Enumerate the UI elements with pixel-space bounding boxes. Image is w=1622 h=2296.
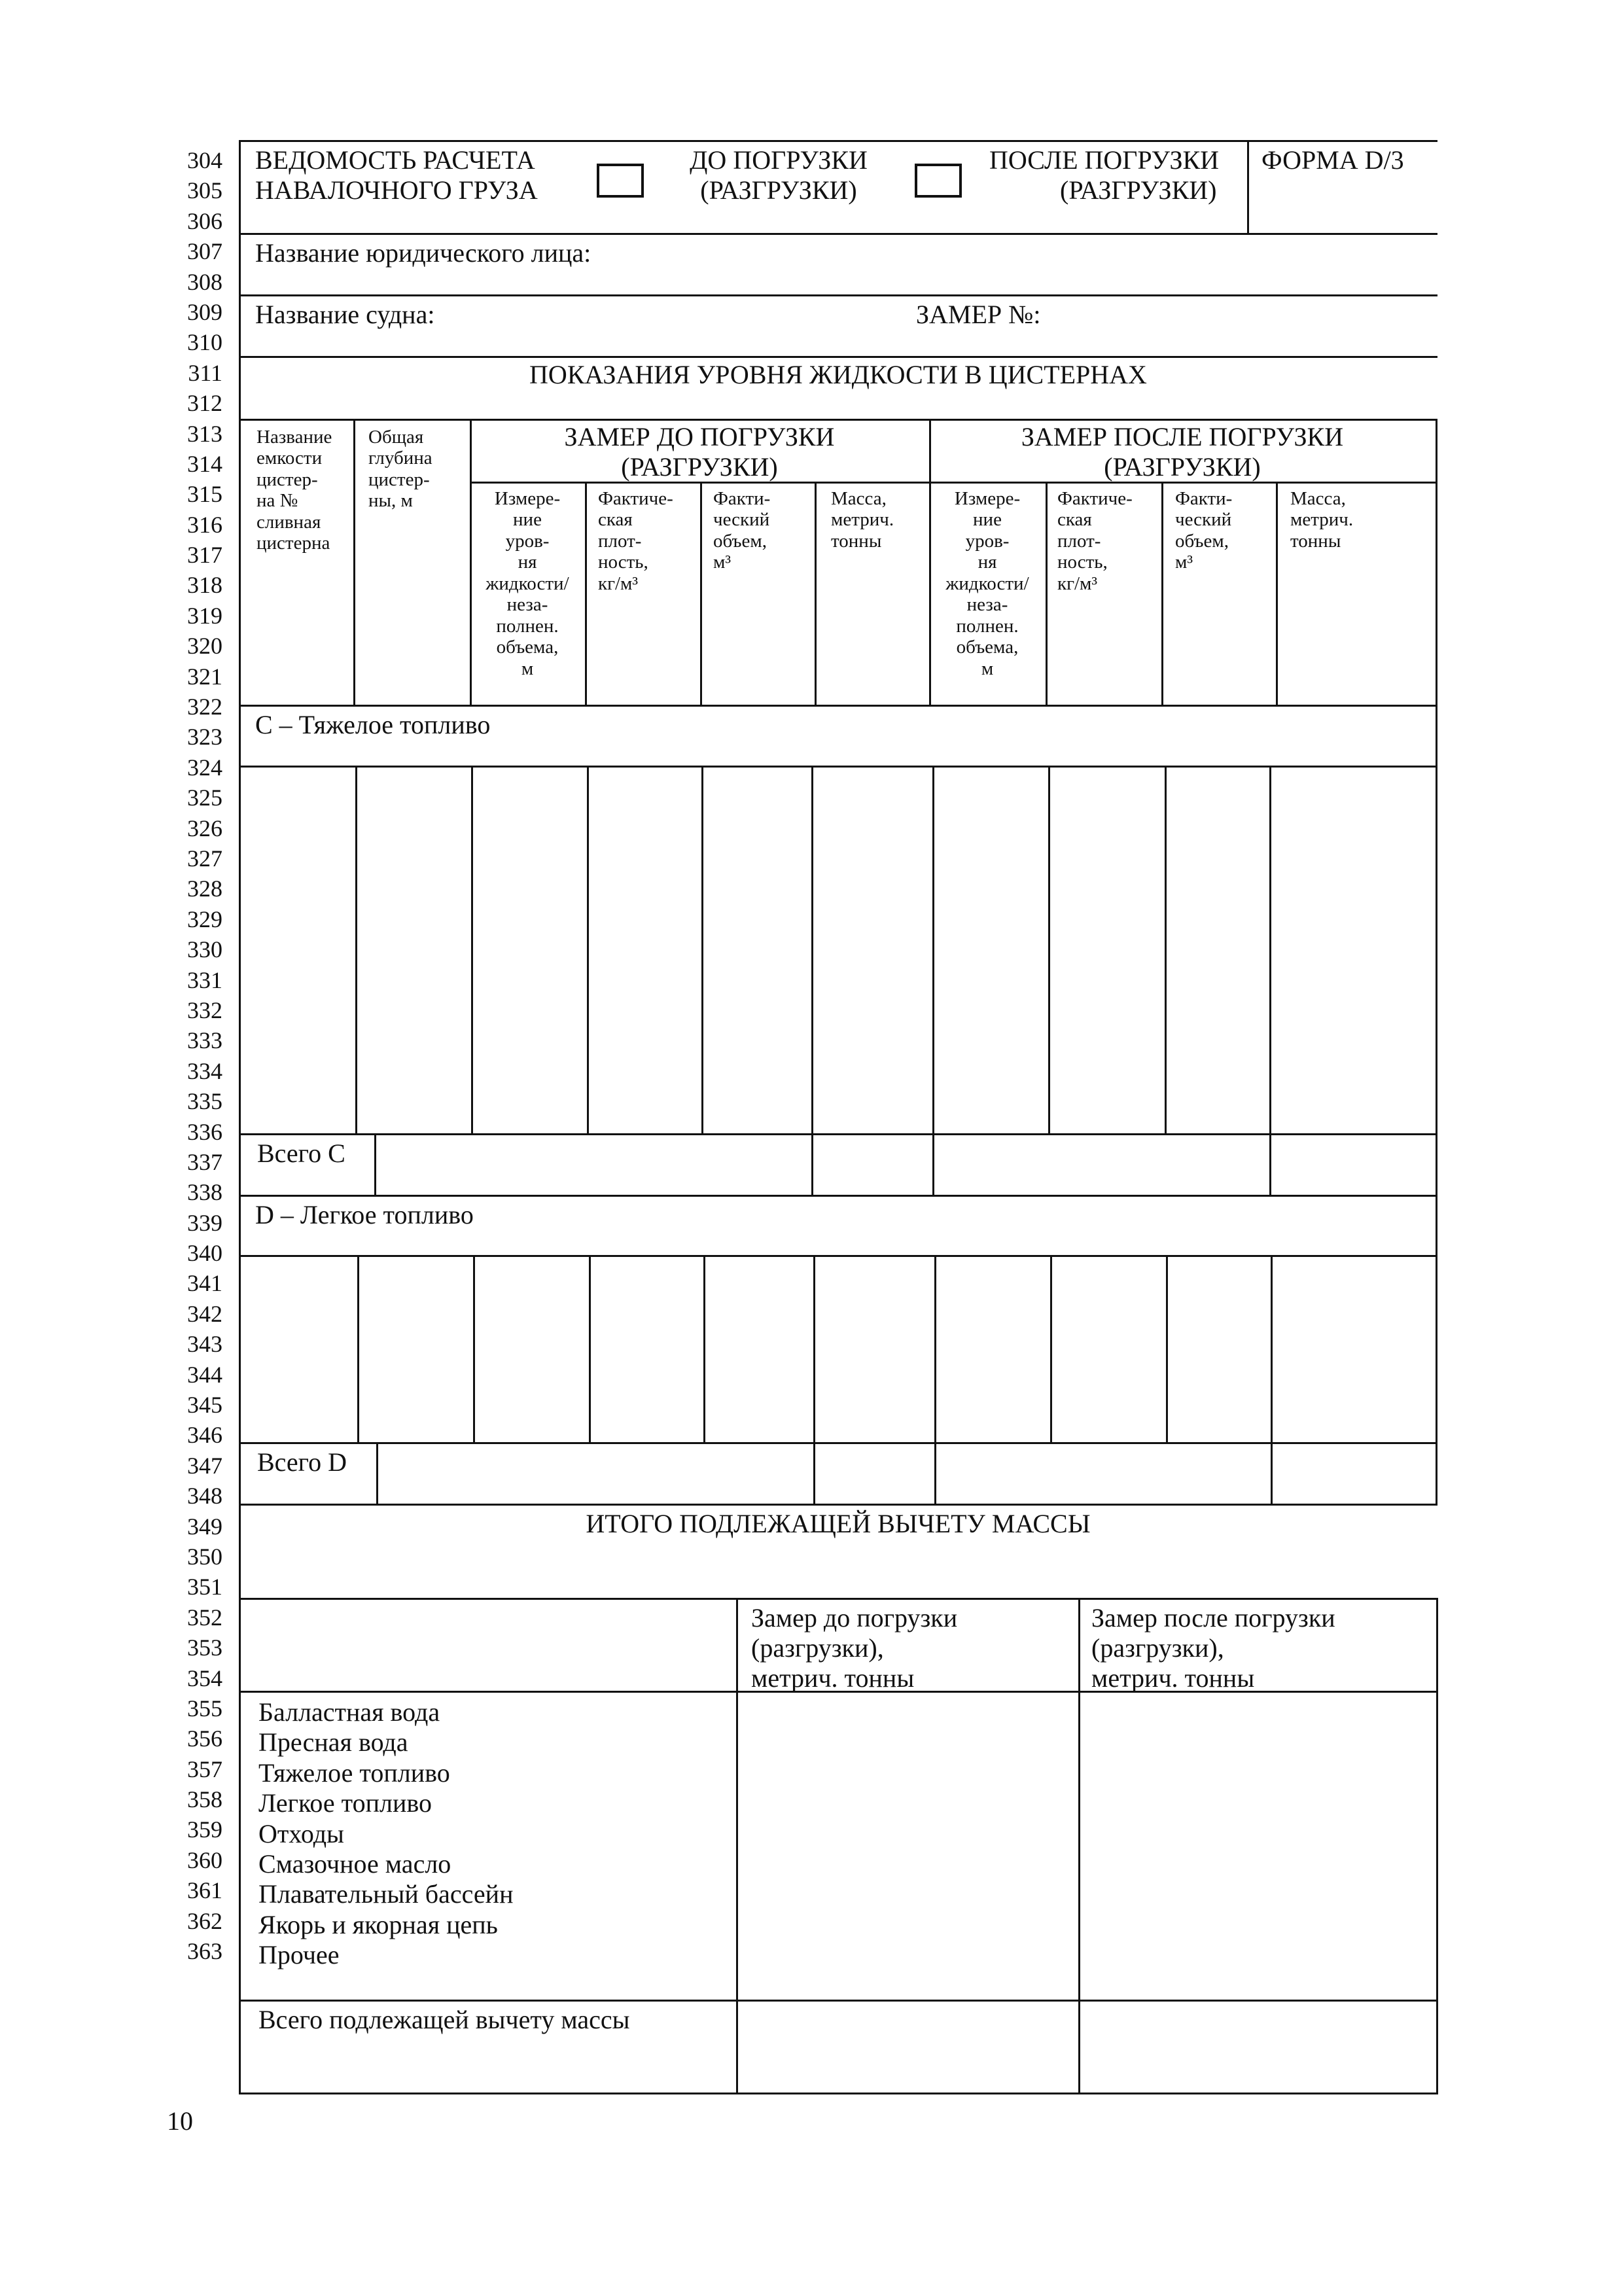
before-loading-label-1: ДО ПОГРУЗКИ bbox=[690, 145, 868, 175]
line-number: 348 bbox=[187, 1483, 222, 1510]
text-line: Измере- bbox=[954, 488, 1021, 509]
col-line bbox=[353, 419, 355, 705]
legal-entity-row-border bbox=[239, 294, 1437, 296]
text-line: Фактиче- bbox=[598, 488, 673, 509]
text-line: емкости bbox=[256, 448, 323, 469]
line-number: 318 bbox=[187, 572, 222, 599]
text-line: цистер- bbox=[368, 468, 430, 490]
text-line: ская bbox=[598, 509, 633, 531]
line-number: 310 bbox=[187, 329, 222, 356]
text-line: уров- bbox=[505, 530, 550, 552]
text-line: (разгрузки), bbox=[751, 1633, 884, 1663]
section-c-total-bottom bbox=[239, 1195, 1437, 1197]
tank-table-right bbox=[1436, 419, 1437, 1505]
col-line bbox=[1269, 766, 1271, 1133]
text-line: Факти- bbox=[1175, 488, 1233, 509]
text-line: ние bbox=[513, 509, 542, 531]
section-c-title: С – Тяжелое топливо bbox=[255, 710, 491, 739]
text-line: м bbox=[521, 658, 534, 679]
deduct-table-right bbox=[1436, 1598, 1438, 2094]
text-line: объем, bbox=[713, 530, 767, 552]
col-line bbox=[473, 1255, 475, 1442]
text-line: ны, м bbox=[368, 490, 413, 512]
col-line bbox=[1048, 766, 1050, 1133]
before-loading-label-2: (РАЗГРУЗКИ) bbox=[700, 175, 857, 205]
line-number: 314 bbox=[187, 450, 222, 477]
text-line: неза- bbox=[506, 594, 548, 616]
subheader-level-after bbox=[929, 488, 1046, 679]
text-line: ность, bbox=[1057, 552, 1108, 573]
text-line: (РАЗГРУЗКИ) bbox=[621, 452, 778, 482]
text-line: Якорь и якорная цепь bbox=[258, 1909, 498, 1939]
text-line: полнен. bbox=[496, 615, 559, 637]
subheader-density-after bbox=[1057, 488, 1133, 594]
line-number: 333 bbox=[187, 1027, 222, 1054]
text-line: плот- bbox=[598, 530, 642, 552]
section-d-title-bottom bbox=[239, 1255, 1437, 1257]
deduct-table-top bbox=[241, 1598, 1438, 1600]
after-loading-label-2: (РАЗГРУЗКИ) bbox=[1060, 175, 1217, 205]
tank-table-top bbox=[239, 419, 1437, 421]
line-number: 328 bbox=[187, 875, 222, 902]
text-line: Легкое топливо bbox=[258, 1788, 432, 1818]
text-line: Факти- bbox=[713, 488, 771, 509]
line-number: 326 bbox=[187, 815, 222, 841]
header-row-bottom bbox=[239, 705, 1437, 707]
line-number: 351 bbox=[187, 1574, 222, 1600]
line-number: 342 bbox=[187, 1300, 222, 1327]
line-number: 336 bbox=[187, 1118, 222, 1145]
line-number: 317 bbox=[187, 542, 222, 569]
text-line: Общая bbox=[368, 427, 424, 448]
line-number: 353 bbox=[187, 1634, 222, 1661]
text-line: жидкости/ bbox=[945, 573, 1029, 594]
col-line bbox=[1165, 766, 1167, 1133]
line-number: 339 bbox=[187, 1209, 222, 1236]
line-number: 332 bbox=[187, 997, 222, 1023]
line-number: 305 bbox=[187, 177, 222, 204]
col-line bbox=[813, 1255, 815, 1442]
deduct-items-bottom bbox=[241, 2000, 1438, 2002]
line-number: 335 bbox=[187, 1088, 222, 1115]
text-line: тонны bbox=[831, 530, 882, 552]
col-header-tank-name bbox=[256, 427, 332, 554]
form-title-line1: ВЕДОМОСТЬ РАСЧЕТА bbox=[255, 145, 535, 175]
text-line: Отходы bbox=[258, 1818, 344, 1848]
after-loading-label-1: ПОСЛЕ ПОГРУЗКИ bbox=[989, 145, 1220, 175]
line-number: 360 bbox=[187, 1846, 222, 1873]
text-line: цистер- bbox=[256, 468, 318, 490]
line-number: 363 bbox=[187, 1938, 222, 1965]
text-line: метрич. тонны bbox=[751, 1663, 915, 1693]
line-number: 345 bbox=[187, 1392, 222, 1419]
col-line bbox=[815, 482, 817, 705]
text-line: Измере- bbox=[494, 488, 561, 509]
col-line bbox=[811, 766, 813, 1133]
line-number: 313 bbox=[187, 420, 222, 447]
text-line: цистерна bbox=[256, 533, 330, 554]
section-d-total-bottom bbox=[239, 1504, 1437, 1506]
text-line: ность, bbox=[598, 552, 648, 573]
text-line: метрич. тонны bbox=[1091, 1663, 1255, 1693]
subheader-density-before bbox=[598, 488, 673, 594]
line-number: 316 bbox=[187, 511, 222, 538]
text-line: Масса, bbox=[1290, 488, 1346, 509]
col-line bbox=[355, 766, 357, 1133]
group-header-before bbox=[470, 422, 929, 482]
text-line: тонны bbox=[1290, 530, 1341, 552]
col-line bbox=[376, 1442, 378, 1504]
line-number: 315 bbox=[187, 481, 222, 508]
line-number: 325 bbox=[187, 785, 222, 811]
text-line: Замер после погрузки bbox=[1091, 1603, 1335, 1633]
text-line: глубина bbox=[368, 448, 432, 469]
text-line: ческий bbox=[1175, 509, 1232, 531]
text-line: Плавательный бассейн bbox=[258, 1879, 514, 1909]
col-line bbox=[701, 766, 703, 1133]
text-line: Пресная вода bbox=[258, 1727, 408, 1757]
line-number: 338 bbox=[187, 1179, 222, 1206]
line-number: 340 bbox=[187, 1240, 222, 1267]
line-number: 327 bbox=[187, 845, 222, 872]
line-number: 349 bbox=[187, 1513, 222, 1540]
col-line bbox=[1166, 1255, 1168, 1442]
line-number: 306 bbox=[187, 207, 222, 234]
line-number: 341 bbox=[187, 1270, 222, 1297]
text-line: (разгрузки), bbox=[1091, 1633, 1224, 1663]
measurement-number-label: ЗАМЕР №: bbox=[916, 300, 1041, 329]
checkbox-after-loading[interactable] bbox=[915, 164, 962, 198]
line-number: 355 bbox=[187, 1695, 222, 1722]
line-number: 346 bbox=[187, 1422, 222, 1449]
col-line bbox=[1161, 482, 1163, 705]
line-number: 343 bbox=[187, 1331, 222, 1358]
line-number: 352 bbox=[187, 1604, 222, 1631]
line-number: 320 bbox=[187, 633, 222, 660]
col-line bbox=[589, 1255, 591, 1442]
group-header-after bbox=[929, 422, 1436, 482]
col-line bbox=[703, 1255, 705, 1442]
text-line: метрич. bbox=[831, 509, 894, 531]
col-line bbox=[700, 482, 702, 705]
line-number: 330 bbox=[187, 936, 222, 963]
line-number: 319 bbox=[187, 602, 222, 629]
line-number: 362 bbox=[187, 1907, 222, 1934]
page-number: 10 bbox=[167, 2106, 193, 2136]
text-line: полнен. bbox=[956, 615, 1019, 637]
line-number: 323 bbox=[187, 724, 222, 751]
text-line: Смазочное масло bbox=[258, 1849, 451, 1879]
form-left-border bbox=[239, 140, 241, 2094]
subheader-mass-after bbox=[1290, 488, 1353, 552]
text-line: (РАЗГРУЗКИ) bbox=[1104, 452, 1261, 482]
line-number: 334 bbox=[187, 1057, 222, 1084]
text-line: объем, bbox=[1175, 530, 1229, 552]
text-line: неза- bbox=[966, 594, 1008, 616]
line-number: 356 bbox=[187, 1725, 222, 1752]
legal-entity-label: Название юридического лица: bbox=[255, 238, 591, 268]
line-number: 358 bbox=[187, 1786, 222, 1813]
form-id: ФОРМА D/3 bbox=[1261, 145, 1404, 175]
header-bottom-border bbox=[239, 233, 1437, 235]
text-line: метрич. bbox=[1290, 509, 1354, 531]
col-line bbox=[1271, 1255, 1273, 1442]
line-number: 331 bbox=[187, 966, 222, 993]
text-line: ская bbox=[1057, 509, 1092, 531]
deduct-col-before-header bbox=[751, 1603, 957, 1693]
section-c-total-label: Всего С bbox=[257, 1139, 345, 1168]
line-number: 308 bbox=[187, 268, 222, 295]
col-line bbox=[1050, 1255, 1052, 1442]
col-header-depth bbox=[368, 427, 432, 512]
line-number: 337 bbox=[187, 1148, 222, 1175]
text-line: м³ bbox=[1175, 552, 1193, 573]
text-line: ЗАМЕР ДО ПОГРУЗКИ bbox=[564, 422, 835, 451]
col-line bbox=[934, 1442, 936, 1504]
col-line bbox=[357, 1255, 359, 1442]
line-number: 344 bbox=[187, 1361, 222, 1388]
section-c-title-bottom bbox=[239, 766, 1437, 768]
tanks-section-title: ПОКАЗАНИЯ УРОВНЯ ЖИДКОСТИ В ЦИСТЕРНАХ bbox=[529, 360, 1147, 389]
line-number: 329 bbox=[187, 906, 222, 932]
section-c-rows-bottom bbox=[239, 1133, 1437, 1135]
col-line bbox=[932, 766, 934, 1133]
form-id-divider bbox=[1247, 140, 1249, 233]
col-line bbox=[1269, 1133, 1271, 1195]
col-line bbox=[1046, 482, 1048, 705]
text-line: плот- bbox=[1057, 530, 1101, 552]
deduct-section-title: ИТОГО ПОДЛЕЖАЩЕЙ ВЫЧЕТУ МАССЫ bbox=[586, 1509, 1091, 1538]
col-line bbox=[587, 766, 589, 1133]
text-line: кг/м³ bbox=[598, 573, 639, 594]
line-number: 311 bbox=[188, 359, 222, 386]
text-line: Фактиче- bbox=[1057, 488, 1133, 509]
line-number: 347 bbox=[187, 1452, 222, 1479]
text-line: кг/м³ bbox=[1057, 573, 1098, 594]
text-line: жидкости/ bbox=[485, 573, 569, 594]
line-number: 324 bbox=[187, 754, 222, 781]
line-number: 304 bbox=[187, 147, 222, 173]
line-number: 312 bbox=[187, 390, 222, 417]
subheader-level-before bbox=[470, 488, 585, 679]
text-line: м³ bbox=[713, 552, 732, 573]
text-line: ние bbox=[973, 509, 1002, 531]
text-line: Тяжелое топливо bbox=[258, 1757, 450, 1788]
text-line: Замер до погрузки bbox=[751, 1603, 958, 1633]
line-number: 321 bbox=[187, 663, 222, 690]
col-line bbox=[934, 1255, 936, 1442]
line-number: 354 bbox=[187, 1665, 222, 1691]
text-line: Название bbox=[256, 427, 332, 448]
text-line: ческий bbox=[713, 509, 770, 531]
line-number: 359 bbox=[187, 1816, 222, 1843]
form-title-line2: НАВАЛОЧНОГО ГРУЗА bbox=[255, 175, 538, 205]
text-line: Прочее bbox=[258, 1940, 340, 1970]
text-line: ня bbox=[518, 552, 537, 573]
col-line bbox=[1276, 482, 1278, 705]
line-number: 361 bbox=[187, 1877, 222, 1904]
checkbox-before-loading[interactable] bbox=[597, 164, 644, 198]
text-line: на № bbox=[256, 490, 298, 512]
col-line bbox=[811, 1133, 813, 1195]
vessel-name-label: Название судна: bbox=[255, 300, 435, 329]
col-line bbox=[374, 1133, 376, 1195]
form-top-border bbox=[239, 140, 1437, 142]
text-line: м bbox=[981, 658, 994, 679]
text-line: ня bbox=[978, 552, 997, 573]
vessel-row-border bbox=[239, 356, 1437, 358]
deduct-col-after-header bbox=[1091, 1603, 1335, 1693]
text-line: Балластная вода bbox=[258, 1697, 440, 1727]
line-numbers bbox=[157, 145, 222, 1966]
section-d-rows-bottom bbox=[239, 1442, 1437, 1444]
text-line: сливная bbox=[256, 511, 321, 533]
line-number: 357 bbox=[187, 1756, 222, 1782]
section-d-total-label: Всего D bbox=[257, 1447, 347, 1477]
col-line bbox=[1271, 1442, 1273, 1504]
col-line bbox=[813, 1442, 815, 1504]
text-line: ЗАМЕР ПОСЛЕ ПОГРУЗКИ bbox=[1021, 422, 1344, 451]
deduct-items-list bbox=[258, 1697, 513, 1971]
deduct-table-bottom bbox=[241, 2093, 1438, 2094]
col-line bbox=[585, 482, 587, 705]
subheader-volume-before bbox=[713, 488, 770, 573]
text-line: объема, bbox=[496, 637, 559, 658]
deduct-col-line bbox=[736, 1598, 738, 2094]
line-number: 322 bbox=[187, 694, 222, 720]
line-number: 309 bbox=[187, 298, 222, 325]
line-number: 307 bbox=[187, 238, 222, 265]
subheader-volume-after bbox=[1175, 488, 1232, 573]
subheader-mass-before bbox=[831, 488, 894, 552]
text-line: уров- bbox=[965, 530, 1010, 552]
text-line: объема, bbox=[956, 637, 1019, 658]
col-line bbox=[932, 1133, 934, 1195]
deduct-total-label: Всего подлежащей вычету массы bbox=[258, 2005, 630, 2034]
line-number: 350 bbox=[187, 1543, 222, 1570]
deduct-col-line bbox=[1078, 1598, 1080, 2094]
col-line bbox=[471, 766, 473, 1133]
section-d-title: D – Легкое топливо bbox=[255, 1200, 474, 1229]
text-line: Масса, bbox=[831, 488, 887, 509]
